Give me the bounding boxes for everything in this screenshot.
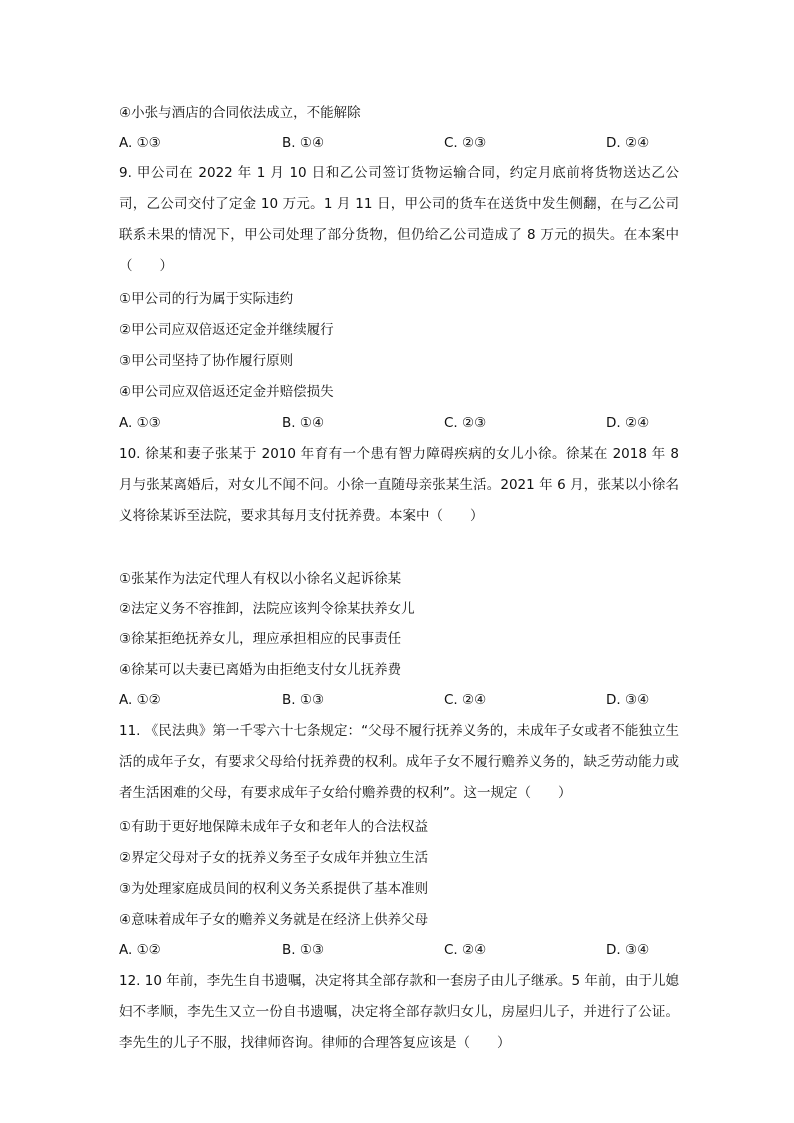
q9-statement-1: ①甲公司的行为属于实际违约 bbox=[119, 291, 294, 307]
q8-statement-4: ④小张与酒店的合同依法成立，不能解除 bbox=[119, 105, 361, 121]
q10-statement-2: ②法定义务不容推卸，法院应该判令徐某扶养女儿 bbox=[119, 601, 415, 617]
q11-statement-2: ②界定父母对子女的抚养义务至子女成年并独立生活 bbox=[119, 850, 429, 866]
q11-stem: 11. 《民法典》第一千零六十七条规定：“父母不履行抚养义务的，未成年子女或者不能独立生活的成年子女，有要求父母给付抚养费的权利。成年子女不履行赡养义务的，缺乏劳动能力或者生活困难的父母，有要求成年子女给付赡养费的权利”。这一规定（ ） bbox=[119, 723, 679, 801]
q9-option-d: D. ②④ bbox=[606, 415, 650, 431]
q9-option-b: B. ①④ bbox=[282, 415, 325, 431]
q9-options bbox=[119, 413, 679, 433]
q11-statement-4: ④意味着成年子女的赡养义务就是在经济上供养父母 bbox=[119, 912, 429, 928]
q10-statement-4: ④徐某可以夫妻已离婚为由拒绝支付女儿抚养费 bbox=[119, 662, 402, 678]
q8-options bbox=[119, 133, 679, 153]
q11-statement-3: ③为处理家庭成员间的权利义务关系提供了基本准则 bbox=[119, 881, 429, 897]
q10-option-c: C. ②④ bbox=[444, 692, 487, 708]
q8-option-b: B. ①④ bbox=[282, 135, 325, 151]
q11-option-a: A. ①② bbox=[119, 942, 161, 958]
q11-statement-1: ①有助于更好地保障未成年子女和老年人的合法权益 bbox=[119, 819, 429, 835]
q9-statement-4: ④甲公司应双倍返还定金并赔偿损失 bbox=[119, 384, 334, 400]
q9-option-c: C. ②③ bbox=[444, 415, 487, 431]
q11-options bbox=[119, 940, 679, 960]
q10-statement-3: ③徐某拒绝抚养女儿，理应承担相应的民事责任 bbox=[119, 631, 402, 647]
q10-options bbox=[119, 690, 679, 710]
q9-statement-2: ②甲公司应双倍返还定金并继续履行 bbox=[119, 322, 334, 338]
q11-option-c: C. ②④ bbox=[444, 942, 487, 958]
q9-stem: 9. 甲公司在 2022 年 1 月 10 日和乙公司签订货物运输合同，约定月底前将货物送达乙公司，乙公司交付了定金 10 万元。1 月 11 日，甲公司的货车在送货中发生侧翻，在与乙公司联系未果的情况下，甲公司处理了部分货物，但仍给乙公司造成了 8 万元的损失。在本案中（ ） bbox=[119, 165, 679, 274]
q11-option-b: B. ①③ bbox=[282, 942, 325, 958]
q8-option-a: A. ①③ bbox=[119, 135, 161, 151]
q9-option-a: A. ①③ bbox=[119, 415, 161, 431]
q10-option-a: A. ①② bbox=[119, 692, 161, 708]
q9-statement-3: ③甲公司坚持了协作履行原则 bbox=[119, 353, 294, 369]
q12-stem: 12. 10 年前，李先生自书遗嘱，决定将其全部存款和一套房子由儿子继承。5 年前，由于儿媳妇不孝顺，李先生又立一份自书遗嘱，决定将全部存款归女儿，房屋归儿子，并进行了公证。李先生的儿子不服，找律师咨询。律师的合理答复应该是（ ） bbox=[119, 973, 679, 1051]
q10-option-b: B. ①③ bbox=[282, 692, 325, 708]
q10-stem: 10. 徐某和妻子张某于 2010 年育有一个患有智力障碍疾病的女儿小徐。徐某在 2018 年 8 月与张某离婚后，对女儿不闻不问。小徐一直随母亲张某生活。2021 年 6 月，张某以小徐名义将徐某诉至法院，要求其每月支付抚养费。本案中（ ） bbox=[119, 446, 679, 524]
q10-statement-1: ①张某作为法定代理人有权以小徐名义起诉徐某 bbox=[119, 571, 402, 587]
q8-option-c: C. ②③ bbox=[444, 135, 487, 151]
q11-option-d: D. ③④ bbox=[606, 942, 650, 958]
q8-option-d: D. ②④ bbox=[606, 135, 650, 151]
q10-option-d: D. ③④ bbox=[606, 692, 650, 708]
